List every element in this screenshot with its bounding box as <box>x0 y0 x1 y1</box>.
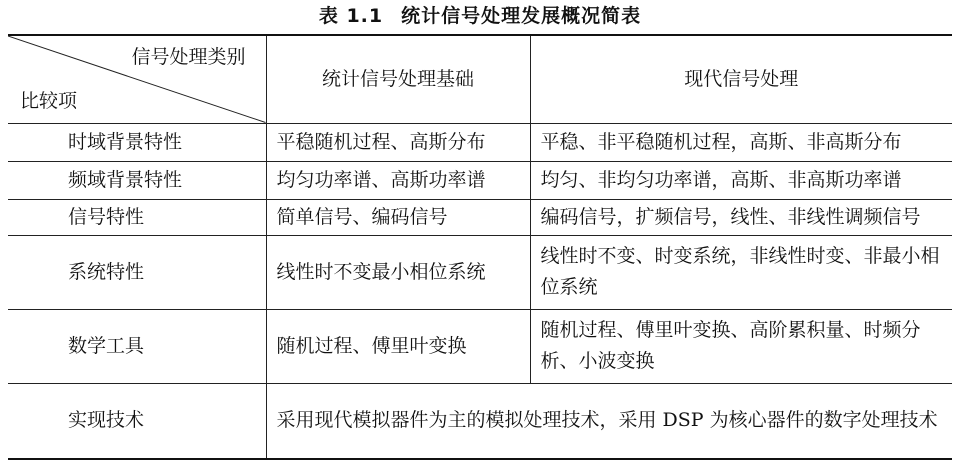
table-row <box>8 199 952 235</box>
table-row <box>8 309 952 383</box>
row-label: 频域背景特性 <box>8 161 266 199</box>
cell-modern: 平稳、非平稳随机过程，高斯、非高斯分布 <box>530 123 952 161</box>
table-number: 表 1.1 <box>318 5 384 27</box>
header-category-label: 信号处理类别 <box>131 46 246 68</box>
cell-modern: 编码信号，扩频信号，线性、非线性调频信号 <box>530 199 952 235</box>
cell-basic: 简单信号、编码信号 <box>266 199 530 235</box>
diagonal-header-cell <box>8 35 266 123</box>
cell-modern: 线性时不变、时变系统，非线性时变、非最小相位系统 <box>530 235 952 309</box>
table-caption <box>0 3 960 29</box>
row-label: 信号特性 <box>8 199 266 235</box>
table-row <box>8 123 952 161</box>
row-label: 系统特性 <box>8 235 266 309</box>
table-row <box>8 383 952 459</box>
row-label: 时域背景特性 <box>8 123 266 161</box>
column-header-modern: 现代信号处理 <box>530 35 952 123</box>
header-item-label: 比较项 <box>20 89 78 112</box>
cell-basic: 随机过程、傅里叶变换 <box>266 309 530 383</box>
table-row <box>8 161 952 199</box>
cell-modern: 均匀、非均匀功率谱，高斯、非高斯功率谱 <box>530 161 952 199</box>
cell-merged: 采用现代模拟器件为主的模拟处理技术，采用 DSP 为核心器件的数字处理技术 <box>266 383 952 459</box>
cell-modern: 随机过程、傅里叶变换、高阶累积量、时频分析、小波变换 <box>530 309 952 383</box>
column-header-basic: 统计信号处理基础 <box>266 35 530 123</box>
row-label: 数学工具 <box>8 309 266 383</box>
table-title: 统计信号处理发展概况简表 <box>401 5 642 27</box>
cell-basic: 平稳随机过程、高斯分布 <box>266 123 530 161</box>
cell-basic: 线性时不变最小相位系统 <box>266 235 530 309</box>
row-label: 实现技术 <box>8 383 266 459</box>
comparison-table <box>8 34 952 460</box>
cell-basic: 均匀功率谱、高斯功率谱 <box>266 161 530 199</box>
table-row <box>8 235 952 309</box>
table-header-row <box>8 35 952 123</box>
